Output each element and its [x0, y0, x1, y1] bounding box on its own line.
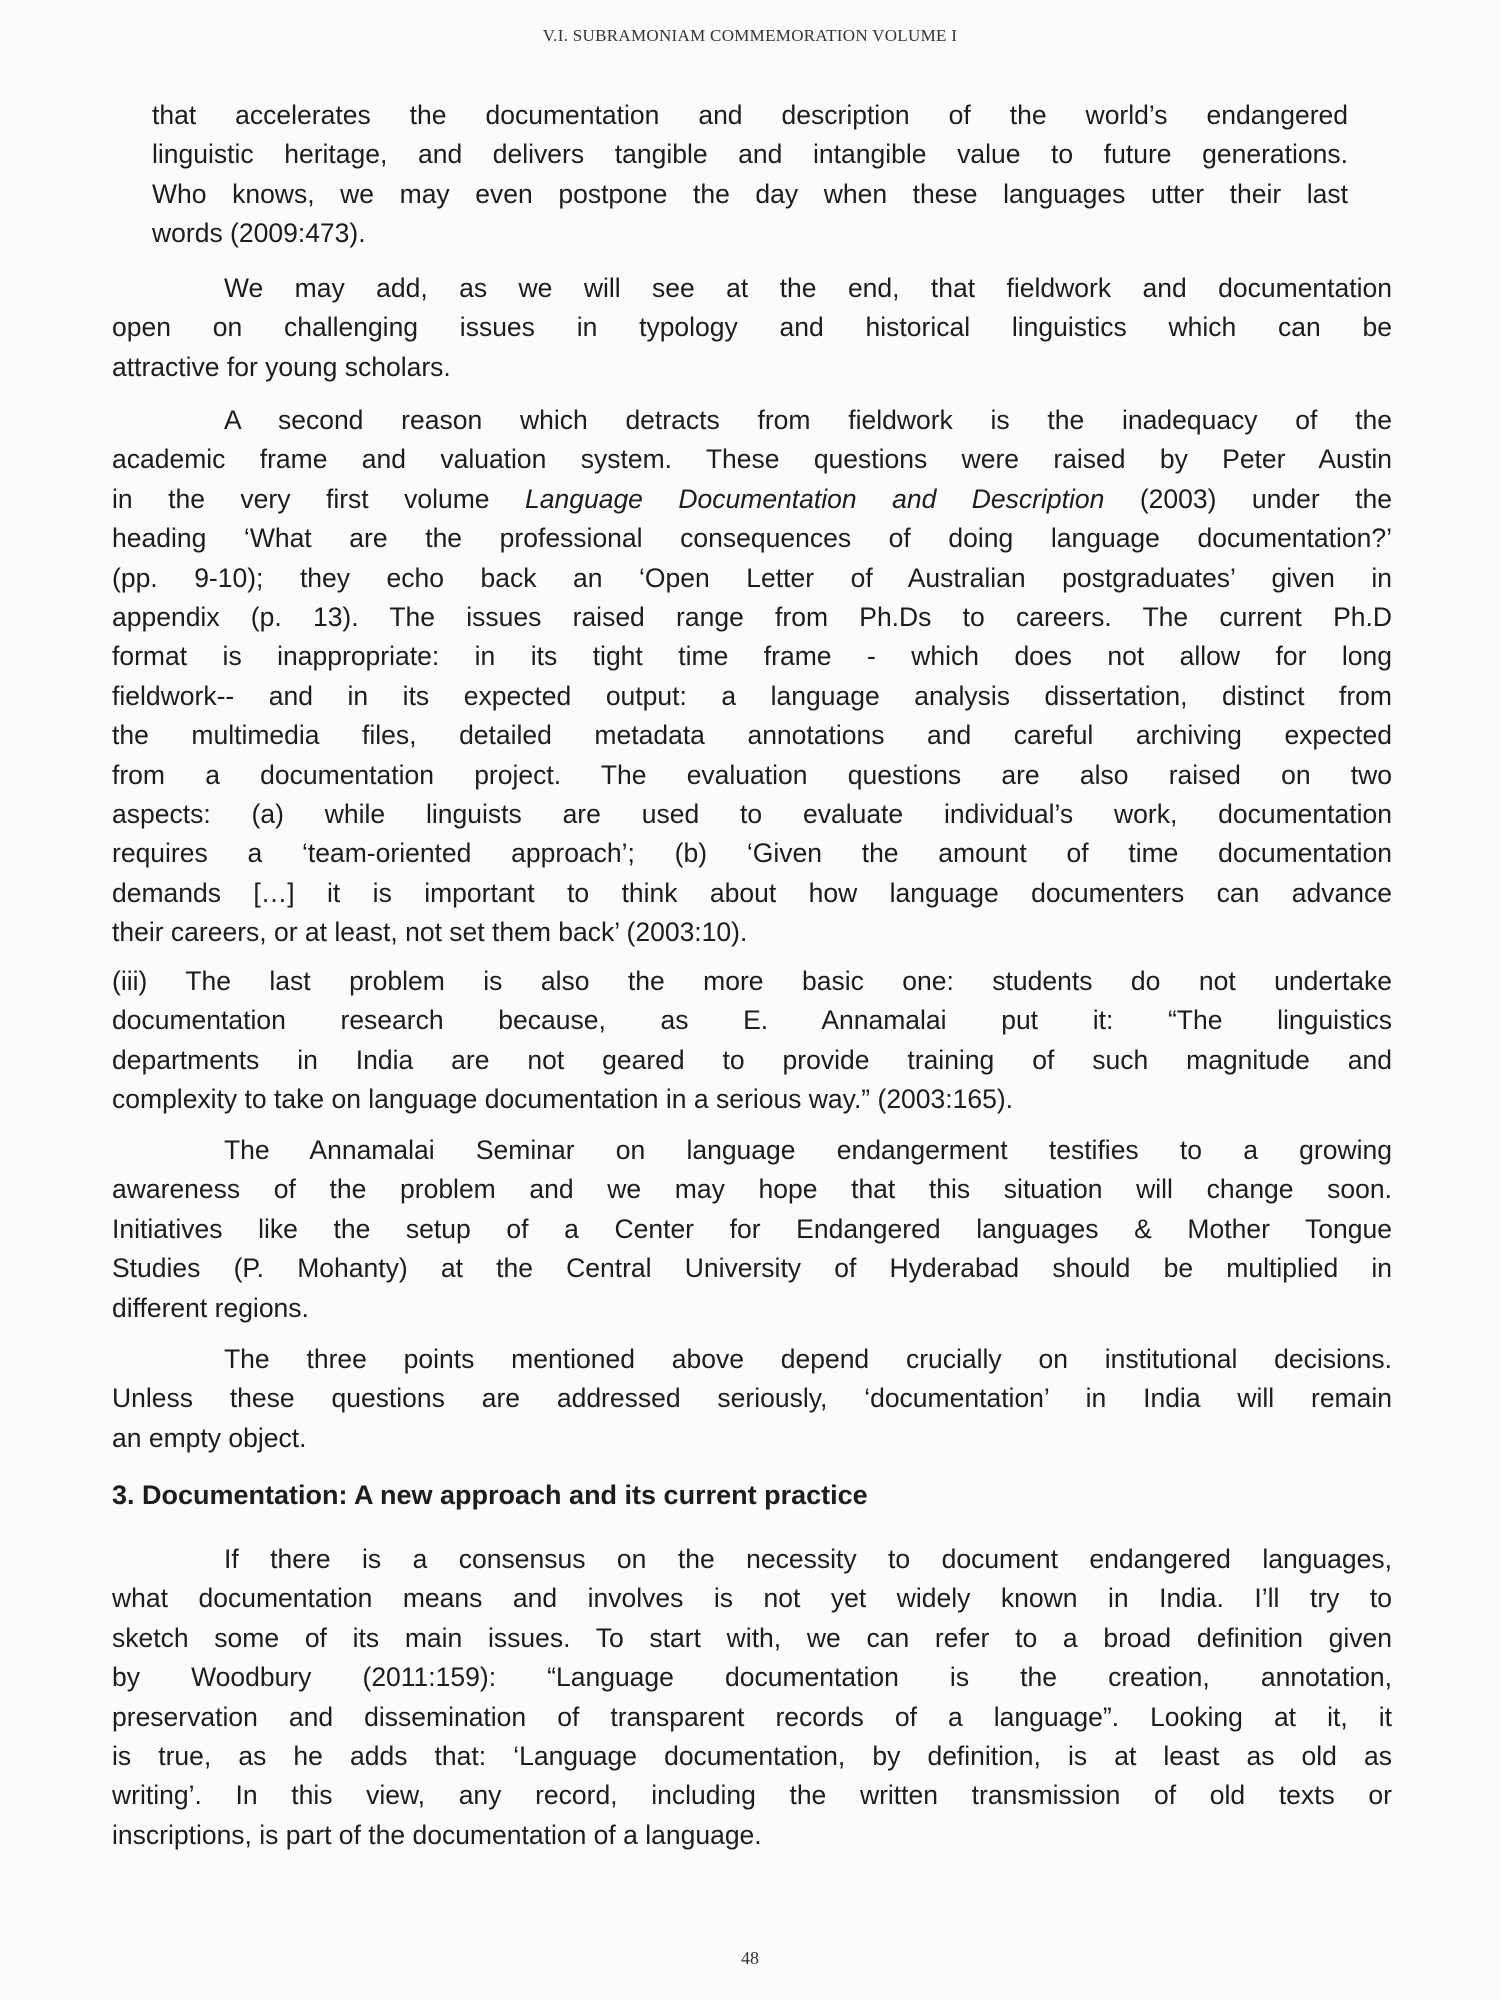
text-line: aspects: (a) while linguists are used to evaluate individual’s work, documentation — [112, 798, 1392, 829]
text-line: demands […] it is important to think about how language documenters can advance — [112, 877, 1392, 908]
text-line: (iii) The last problem is also the more basic one: students do not undertake — [112, 966, 1392, 996]
text-line: open on challenging issues in typology and historical linguistics which can be — [112, 312, 1392, 343]
text-line: that accelerates the documentation and description of the world’s endangered — [152, 100, 1348, 130]
text-line: an empty object. — [112, 1422, 307, 1453]
paragraph-third-problem — [112, 962, 1392, 1120]
text-line: preservation and dissemination of transparent records of a language”. Looking at it, it — [112, 1701, 1392, 1732]
text-line: academic frame and valuation system. These questions were raised by Peter Austin — [112, 444, 1392, 475]
text-line — [112, 480, 1392, 519]
text-line: We may add, as we will see at the end, that fieldwork and documentation — [224, 273, 1392, 303]
text-line: If there is a consensus on the necessity to document endangered languages, — [224, 1544, 1392, 1574]
book-title: Language Documentation and Description — [525, 483, 1105, 514]
text-line: heading ‘What are the professional consequences of doing language documentation?’ — [112, 523, 1392, 554]
text-line: writing’. In this view, any record, including the written transmission of old texts or — [112, 1780, 1392, 1811]
text-line: complexity to take on language documentation in a serious way.” (2003:165). — [112, 1084, 1014, 1115]
text-line: A second reason which detracts from fieldwork is the inadequacy of the — [224, 405, 1392, 435]
text-line: fieldwork-- and in its expected output: a language analysis dissertation, distinct from — [112, 680, 1392, 711]
text-line: the multimedia files, detailed metadata annotations and careful archiving expected — [112, 720, 1392, 751]
text-line: inscriptions, is part of the documentation of a language. — [112, 1819, 762, 1850]
text-line: documentation research because, as E. Annamalai put it: “The linguistics — [112, 1005, 1392, 1036]
text-line: The Annamalai Seminar on language endangerment testifies to a growing — [224, 1135, 1392, 1165]
paragraph-three-points — [112, 1340, 1392, 1458]
text-segment: in the very first volume — [112, 483, 526, 514]
text-line: is true, as he adds that: ‘Language documentation, by definition, is at least as old as — [112, 1740, 1392, 1771]
running-head: V.I. SUBRAMONIAM COMMEMORATION VOLUME I — [542, 26, 958, 45]
page-number: 48 — [741, 1948, 759, 1968]
text-line: by Woodbury (2011:159): “Language documentation is the creation, annotation, — [112, 1662, 1392, 1693]
text-line: The three points mentioned above depend crucially on institutional decisions. — [224, 1344, 1392, 1374]
text-line: linguistic heritage, and delivers tangible and intangible value to future generations. — [152, 139, 1348, 170]
text-line: awareness of the problem and we may hope that this situation will change soon. — [112, 1174, 1392, 1205]
text-line: their careers, or at least, not set them back’ (2003:10). — [112, 917, 748, 948]
text-line: departments in India are not geared to provide training of such magnitude and — [112, 1044, 1392, 1075]
block-quote — [152, 96, 1348, 254]
text-line: format is inappropriate: in its tight time frame - which does not allow for long — [112, 641, 1392, 672]
text-line: words (2009:473). — [152, 218, 366, 249]
text-line: Studies (P. Mohanty) at the Central University of Hyderabad should be multiplied in — [112, 1253, 1392, 1284]
text-line: (pp. 9-10); they echo back an ‘Open Letter of Australian postgraduates’ given in — [112, 562, 1392, 593]
text-segment: (2003) under the — [1104, 483, 1393, 514]
section-heading: 3. Documentation: A new approach and its current practice — [112, 1480, 868, 1510]
text-line: appendix (p. 13). The issues raised range from Ph.Ds to careers. The current Ph.D — [112, 601, 1392, 632]
text-line: from a documentation project. The evaluation questions are also raised on two — [112, 759, 1392, 790]
text-line: requires a ‘team-oriented approach’; (b) ‘Given the amount of time documentation — [112, 838, 1392, 869]
paragraph-fieldwork — [112, 269, 1392, 387]
paragraph-annamalai-seminar — [112, 1131, 1392, 1328]
text-line: Initiatives like the setup of a Center for Endangered languages & Mother Tongue — [112, 1213, 1392, 1244]
text-line: Who knows, we may even postpone the day when these languages utter their last — [152, 178, 1348, 209]
text-line: Unless these questions are addressed seriously, ‘documentation’ in India will remain — [112, 1383, 1392, 1414]
text-line: different regions. — [112, 1292, 309, 1323]
paragraph-second-reason — [112, 401, 1392, 952]
text-line: attractive for young scholars. — [112, 351, 451, 382]
paragraph-definition — [112, 1540, 1392, 1855]
text-line: what documentation means and involves is not yet widely known in India. I’ll try to — [112, 1583, 1392, 1614]
text-line: sketch some of its main issues. To start with, we can refer to a broad definition given — [112, 1622, 1392, 1653]
